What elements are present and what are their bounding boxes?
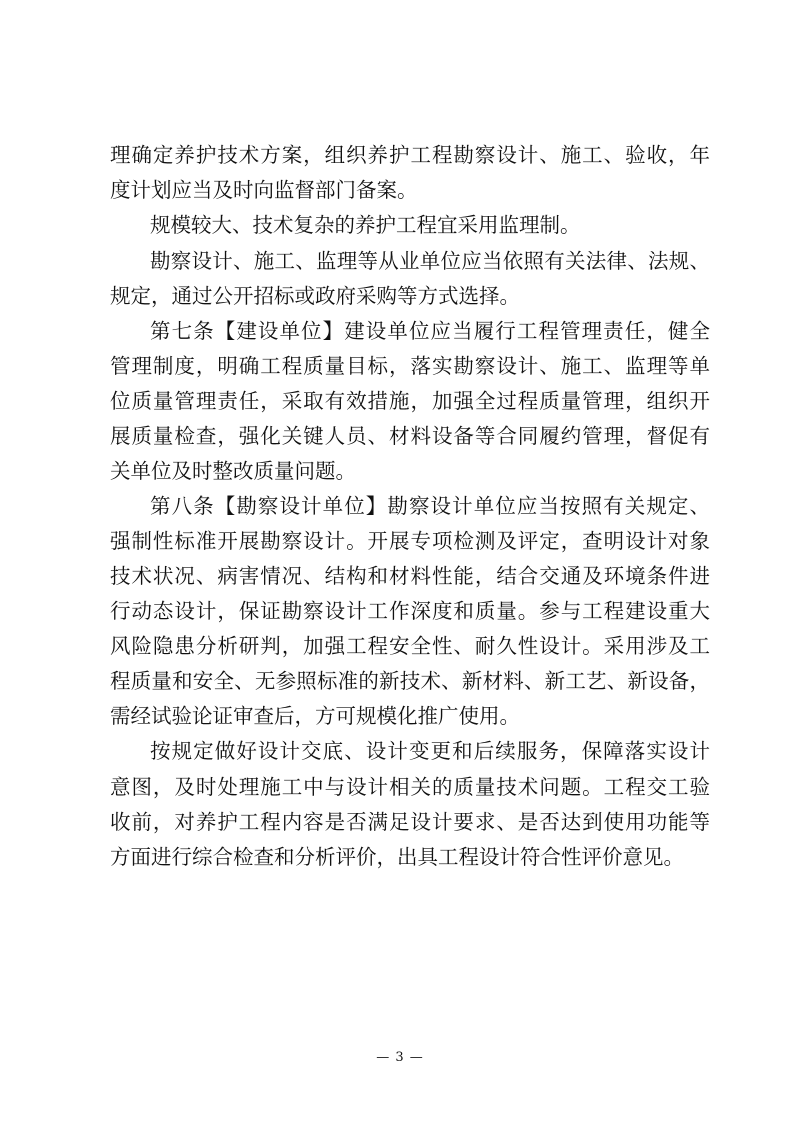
text-line: 强制性标准开展勘察设计。开展专项检测及评定，查明设计对象	[110, 529, 710, 553]
text-line: 关单位及时整改质量问题。	[110, 459, 356, 483]
page-number: — 3 —	[376, 1050, 424, 1065]
text-line: 程质量和安全、无参照标准的新技术、新材料、新工艺、新设备，	[110, 669, 710, 693]
text-line: 位质量管理责任，采取有效措施，加强全过程质量管理，组织开	[110, 389, 710, 413]
text-line: 技术状况、病害情况、结构和材料性能，结合交通及环境条件进	[110, 564, 710, 588]
text-line: 展质量检查，强化关键人员、材料设备等合同履约管理，督促有	[110, 424, 710, 448]
text-line: 意图，及时处理施工中与设计相关的质量技术问题。工程交工验	[110, 775, 710, 799]
text-line: 规模较大、技术复杂的养护工程宜采用监理制。	[150, 213, 581, 237]
text-line: 度计划应当及时向监督部门备案。	[110, 178, 418, 202]
text-line: 第八条【勘察设计单位】勘察设计单位应当按照有关规定、	[150, 494, 710, 518]
text-line: 行动态设计，保证勘察设计工作深度和质量。参与工程建设重大	[110, 599, 710, 623]
text-line: 方面进行综合检查和分析评价，出具工程设计符合性评价意见。	[110, 845, 684, 869]
text-line: 收前，对养护工程内容是否满足设计要求、是否达到使用功能等	[110, 810, 710, 834]
text-line: 管理制度，明确工程质量目标，落实勘察设计、施工、监理等单	[110, 354, 710, 378]
text-line: 勘察设计、施工、监理等从业单位应当依照有关法律、法规、	[150, 249, 710, 273]
text-line: 风险隐患分析研判，加强工程安全性、耐久性设计。采用涉及工	[110, 634, 710, 658]
text-line: 规定，通过公开招标或政府采购等方式选择。	[110, 284, 520, 308]
text-line: 理确定养护技术方案，组织养护工程勘察设计、施工、验收，年	[110, 143, 710, 167]
text-line: 第七条【建设单位】建设单位应当履行工程管理责任，健全	[150, 319, 710, 343]
text-line: 需经试验论证审查后，方可规模化推广使用。	[110, 704, 520, 728]
text-line: 按规定做好设计交底、设计变更和后续服务，保障落实设计	[150, 739, 710, 763]
